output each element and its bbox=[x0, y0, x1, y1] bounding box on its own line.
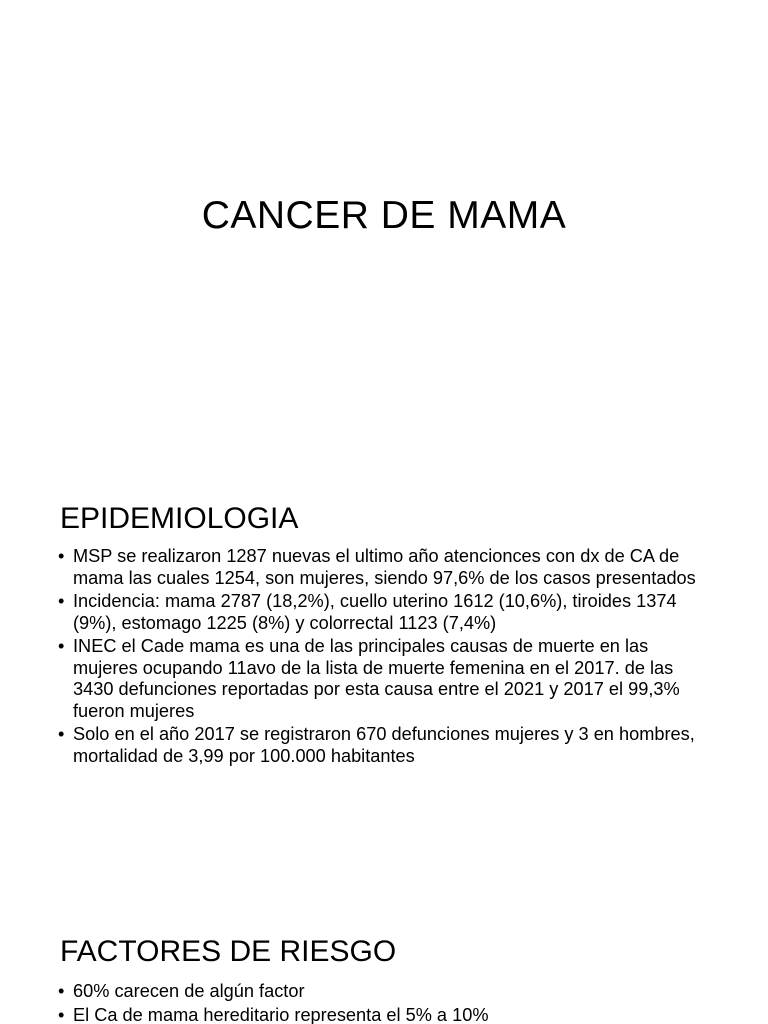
presentation-title: CANCER DE MAMA bbox=[201, 194, 567, 238]
bullet-text: Solo en el año 2017 se registraron 670 defunciones mujeres y 3 en hombres, mortalidad de 3,99 por 100.000 habitantes bbox=[73, 724, 695, 766]
bullet-icon: • bbox=[58, 1004, 65, 1024]
bullet-text: 60% carecen de algún factor bbox=[73, 981, 305, 1001]
bullet-icon: • bbox=[58, 724, 65, 744]
bullet-text: Incidencia: mama 2787 (18,2%), cuello uterino 1612 (10,6%), tiroides 1374 (9%), estomago 1225 (8%) y colorrectal 1123 (7,4%) bbox=[73, 591, 677, 633]
bullet-text: INEC el Cade mama es una de las principales causas de muerte en las mujeres ocupando 11avo de la lista de muerte femenina en el 2017. de las 3430 defunciones reportadas por esta causa entre el 2021 y 2017 el 99,3% fueron mujeres bbox=[73, 636, 680, 721]
epidemiologia-slide bbox=[0, 432, 768, 864]
bullet-icon: • bbox=[58, 981, 65, 1001]
title-slide bbox=[0, 0, 768, 432]
bullet-icon: • bbox=[58, 546, 65, 566]
bullet-item bbox=[58, 636, 708, 722]
factores-bullet-list bbox=[58, 981, 708, 1024]
factores-riesgo-heading: FACTORES DE RIESGO bbox=[60, 934, 397, 968]
bullet-item bbox=[58, 546, 708, 589]
factores-riesgo-slide bbox=[0, 864, 768, 1024]
bullet-text: El Ca de mama hereditario representa el 5% a 10% bbox=[73, 1004, 489, 1024]
bullet-icon: • bbox=[58, 591, 65, 611]
bullet-icon: • bbox=[58, 636, 65, 656]
bullet-text: MSP se realizaron 1287 nuevas el ultimo año atencionces con dx de CA de mama las cuales 1254, son mujeres, siendo 97,6% de los casos presentados bbox=[73, 546, 696, 588]
bullet-item bbox=[58, 981, 708, 1003]
bullet-item bbox=[58, 591, 708, 634]
epidemiologia-bullet-list bbox=[58, 546, 708, 769]
bullet-item bbox=[58, 1005, 708, 1024]
bullet-item bbox=[58, 724, 708, 767]
epidemiologia-heading: EPIDEMIOLOGIA bbox=[60, 501, 299, 535]
